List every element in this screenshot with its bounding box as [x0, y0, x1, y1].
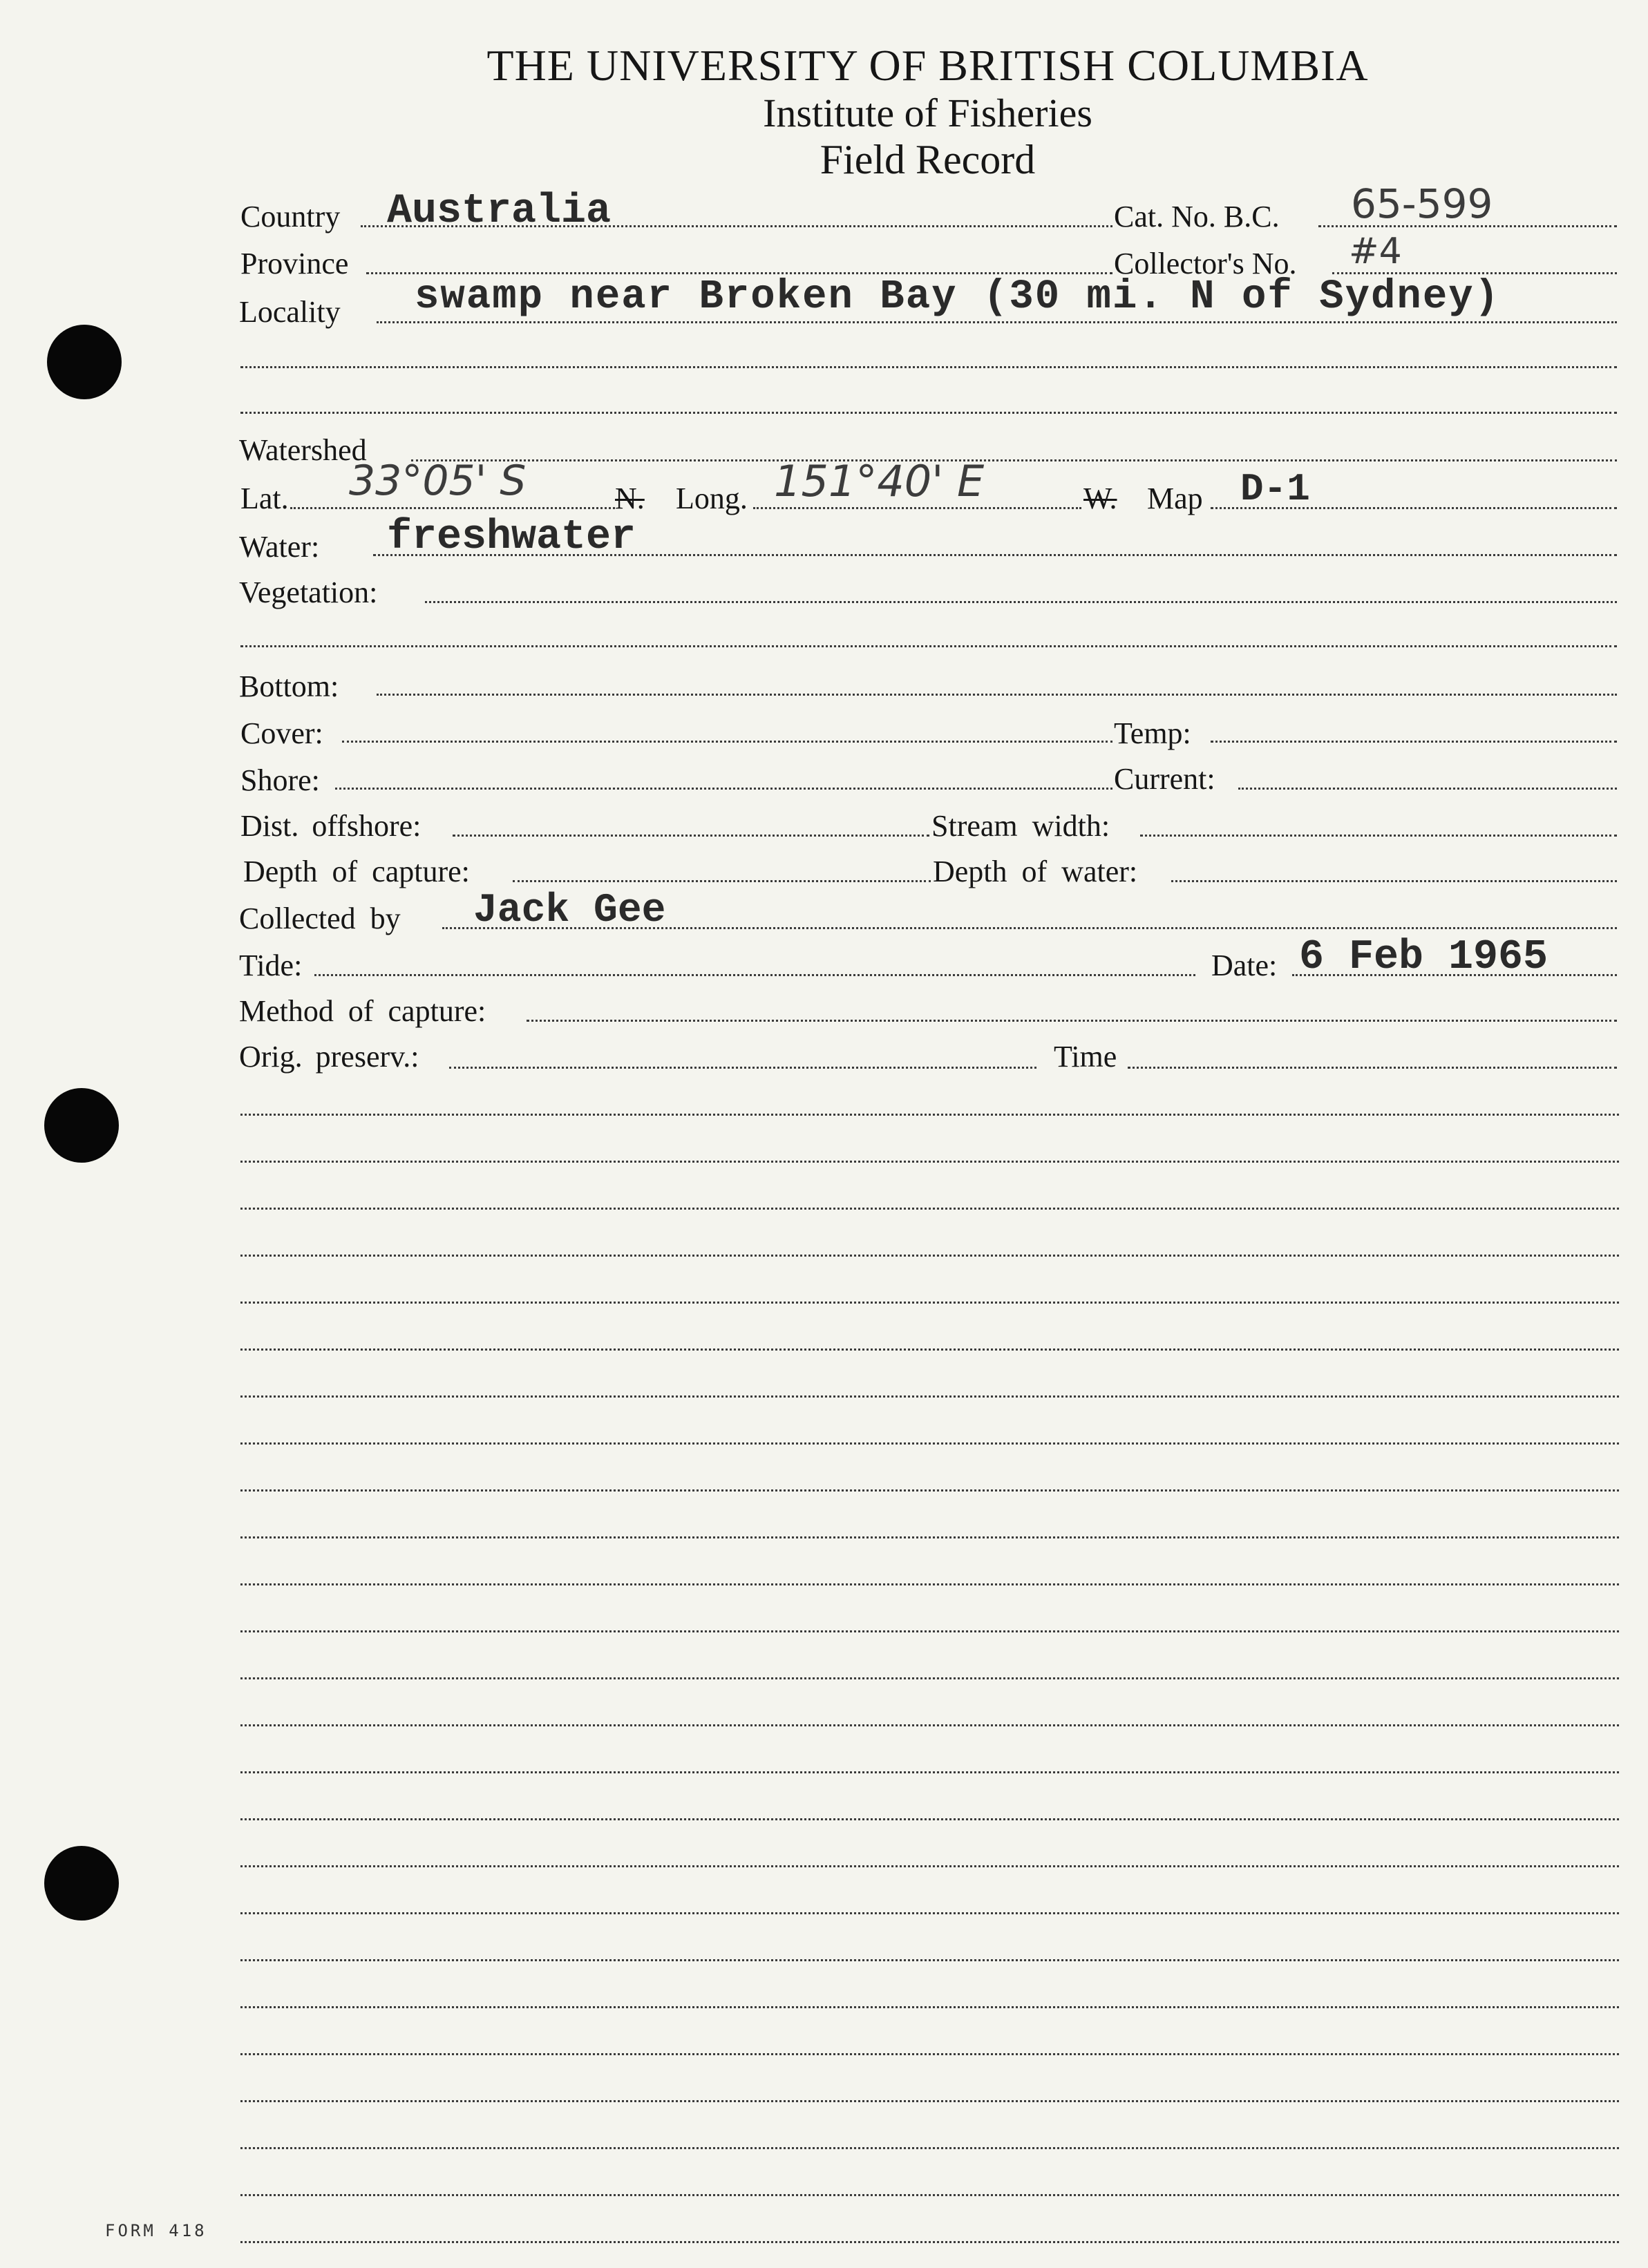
- ruled-line: [240, 2100, 1619, 2102]
- watershed-line: [411, 459, 1617, 461]
- punch-hole-middle: [44, 1088, 119, 1163]
- ruled-line: [240, 1865, 1619, 1867]
- vegetation-label: Vegetation:: [239, 575, 378, 609]
- ruled-line: [240, 1959, 1619, 1961]
- current-label: Current:: [1114, 762, 1215, 796]
- collector-no-label: Collector's No.: [1114, 247, 1297, 280]
- shore-label: Shore:: [240, 763, 320, 797]
- dist-offshore-label: Dist. offshore:: [240, 809, 422, 843]
- time-label: Time: [1054, 1040, 1117, 1074]
- long-value: 151°40' E: [774, 456, 985, 506]
- punch-hole-bottom: [44, 1846, 119, 1921]
- ruled-line: [240, 1677, 1619, 1679]
- tide-label: Tide:: [239, 949, 303, 982]
- ruled-line: [240, 2006, 1619, 2008]
- orig-preserv-line: [449, 1067, 1036, 1069]
- ruled-line: [240, 1771, 1619, 1773]
- temp-line: [1211, 741, 1617, 743]
- country-value: Australia: [387, 188, 612, 235]
- ruled-line: [240, 1302, 1619, 1304]
- ruled-line: [240, 2053, 1619, 2055]
- depth-capture-label: Depth of capture:: [243, 855, 470, 888]
- locality-label: Locality: [239, 295, 341, 329]
- date-value: 6 Feb 1965: [1299, 934, 1548, 981]
- ruled-line: [240, 1583, 1619, 1585]
- lat-line: [290, 507, 615, 509]
- ruled-line: [240, 1349, 1619, 1351]
- lat-label: Lat.: [240, 482, 289, 515]
- bottom-label: Bottom:: [239, 669, 339, 703]
- ruled-line: [240, 2194, 1619, 2196]
- current-line: [1238, 788, 1617, 790]
- lat-n-label: N.: [615, 482, 645, 515]
- locality-line: [377, 321, 1617, 323]
- ruled-line: [240, 1818, 1619, 1820]
- locality-line-3: [240, 412, 1617, 414]
- orig-preserv-label: Orig. preserv.:: [239, 1040, 419, 1074]
- shore-line: [335, 788, 1112, 790]
- cat-no-label: Cat. No. B.C.: [1114, 200, 1280, 234]
- watershed-label: Watershed: [239, 433, 367, 467]
- map-value: D-1: [1240, 467, 1310, 511]
- ruled-line: [240, 1161, 1619, 1163]
- locality-value: swamp near Broken Bay (30 mi. N of Sydney): [415, 274, 1501, 320]
- cover-line: [342, 741, 1112, 743]
- cat-no-value: 65-599: [1351, 180, 1493, 227]
- ruled-line: [240, 1630, 1619, 1632]
- locality-line-2: [240, 366, 1617, 368]
- form-title: Field Record: [820, 137, 1036, 182]
- ruled-line: [240, 1395, 1619, 1398]
- ruled-line: [240, 1489, 1619, 1492]
- ruled-line: [240, 1724, 1619, 1726]
- depth-water-label: Depth of water:: [933, 855, 1138, 888]
- ruled-line: [240, 1255, 1619, 1257]
- stream-width-line: [1140, 835, 1617, 837]
- time-line: [1128, 1067, 1617, 1069]
- collected-by-value: Jack Gee: [473, 888, 666, 933]
- vegetation-line-2: [240, 645, 1617, 647]
- ruled-line: [240, 2147, 1619, 2149]
- province-label: Province: [240, 247, 349, 280]
- long-line: [753, 507, 1081, 509]
- stream-width-label: Stream width:: [931, 809, 1110, 843]
- institute-title: Institute of Fisheries: [763, 90, 1092, 135]
- bottom-line: [377, 694, 1617, 696]
- date-label: Date:: [1211, 949, 1278, 982]
- punch-hole-top: [47, 325, 122, 399]
- long-label: Long.: [676, 482, 748, 515]
- method-capture-line: [527, 1020, 1617, 1022]
- university-title: THE UNIVERSITY OF BRITISH COLUMBIA: [486, 41, 1369, 90]
- map-label: Map: [1147, 482, 1203, 515]
- ruled-line: [240, 1208, 1619, 1210]
- depth-water-line: [1171, 880, 1617, 882]
- method-capture-label: Method of capture:: [239, 994, 486, 1028]
- ruled-line: [240, 1114, 1619, 1116]
- dist-offshore-line: [453, 835, 929, 837]
- lat-value: 33°05' S: [349, 457, 527, 505]
- ruled-line: [240, 2241, 1619, 2243]
- ruled-line: [240, 1912, 1619, 1914]
- water-label: Water:: [239, 530, 320, 564]
- ruled-line: [240, 1536, 1619, 1538]
- water-value: freshwater: [387, 514, 636, 561]
- tide-line: [314, 974, 1195, 976]
- form-number: FORM 418: [105, 2221, 207, 2240]
- depth-capture-line: [513, 880, 931, 882]
- ruled-line: [240, 1442, 1619, 1445]
- collected-by-label: Collected by: [239, 902, 401, 935]
- cover-label: Cover:: [240, 716, 323, 750]
- long-w-label: W.: [1083, 482, 1117, 515]
- vegetation-line: [425, 601, 1617, 603]
- temp-label: Temp:: [1114, 716, 1191, 750]
- collector-no-value: #4: [1349, 231, 1402, 272]
- country-label: Country: [240, 200, 341, 234]
